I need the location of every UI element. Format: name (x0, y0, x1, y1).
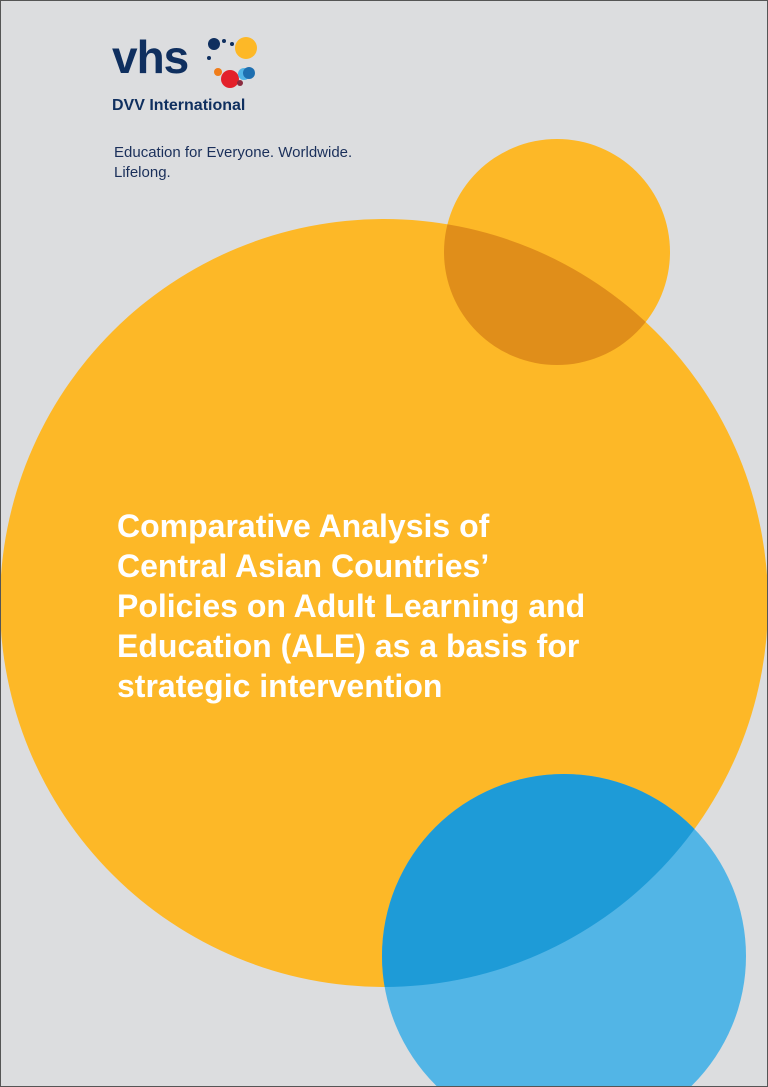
title-line: Education (ALE) as a basis for (117, 628, 580, 664)
logo-dots-icon (204, 34, 274, 94)
document-title (117, 506, 637, 706)
title-line: Policies on Adult Learning and (117, 588, 586, 624)
title-line: Central Asian Countries’ (117, 548, 490, 584)
vhs-logo (112, 31, 189, 83)
title-line: Comparative Analysis of (117, 508, 490, 544)
logo-wordmark: vhs (112, 31, 189, 83)
organization-name: DVV International (112, 97, 246, 114)
title-line: strategic intervention (117, 668, 443, 704)
tagline-line: Education for Everyone. Worldwide. (114, 144, 353, 161)
tagline (114, 143, 352, 183)
tagline-line: Lifelong. (114, 164, 171, 181)
